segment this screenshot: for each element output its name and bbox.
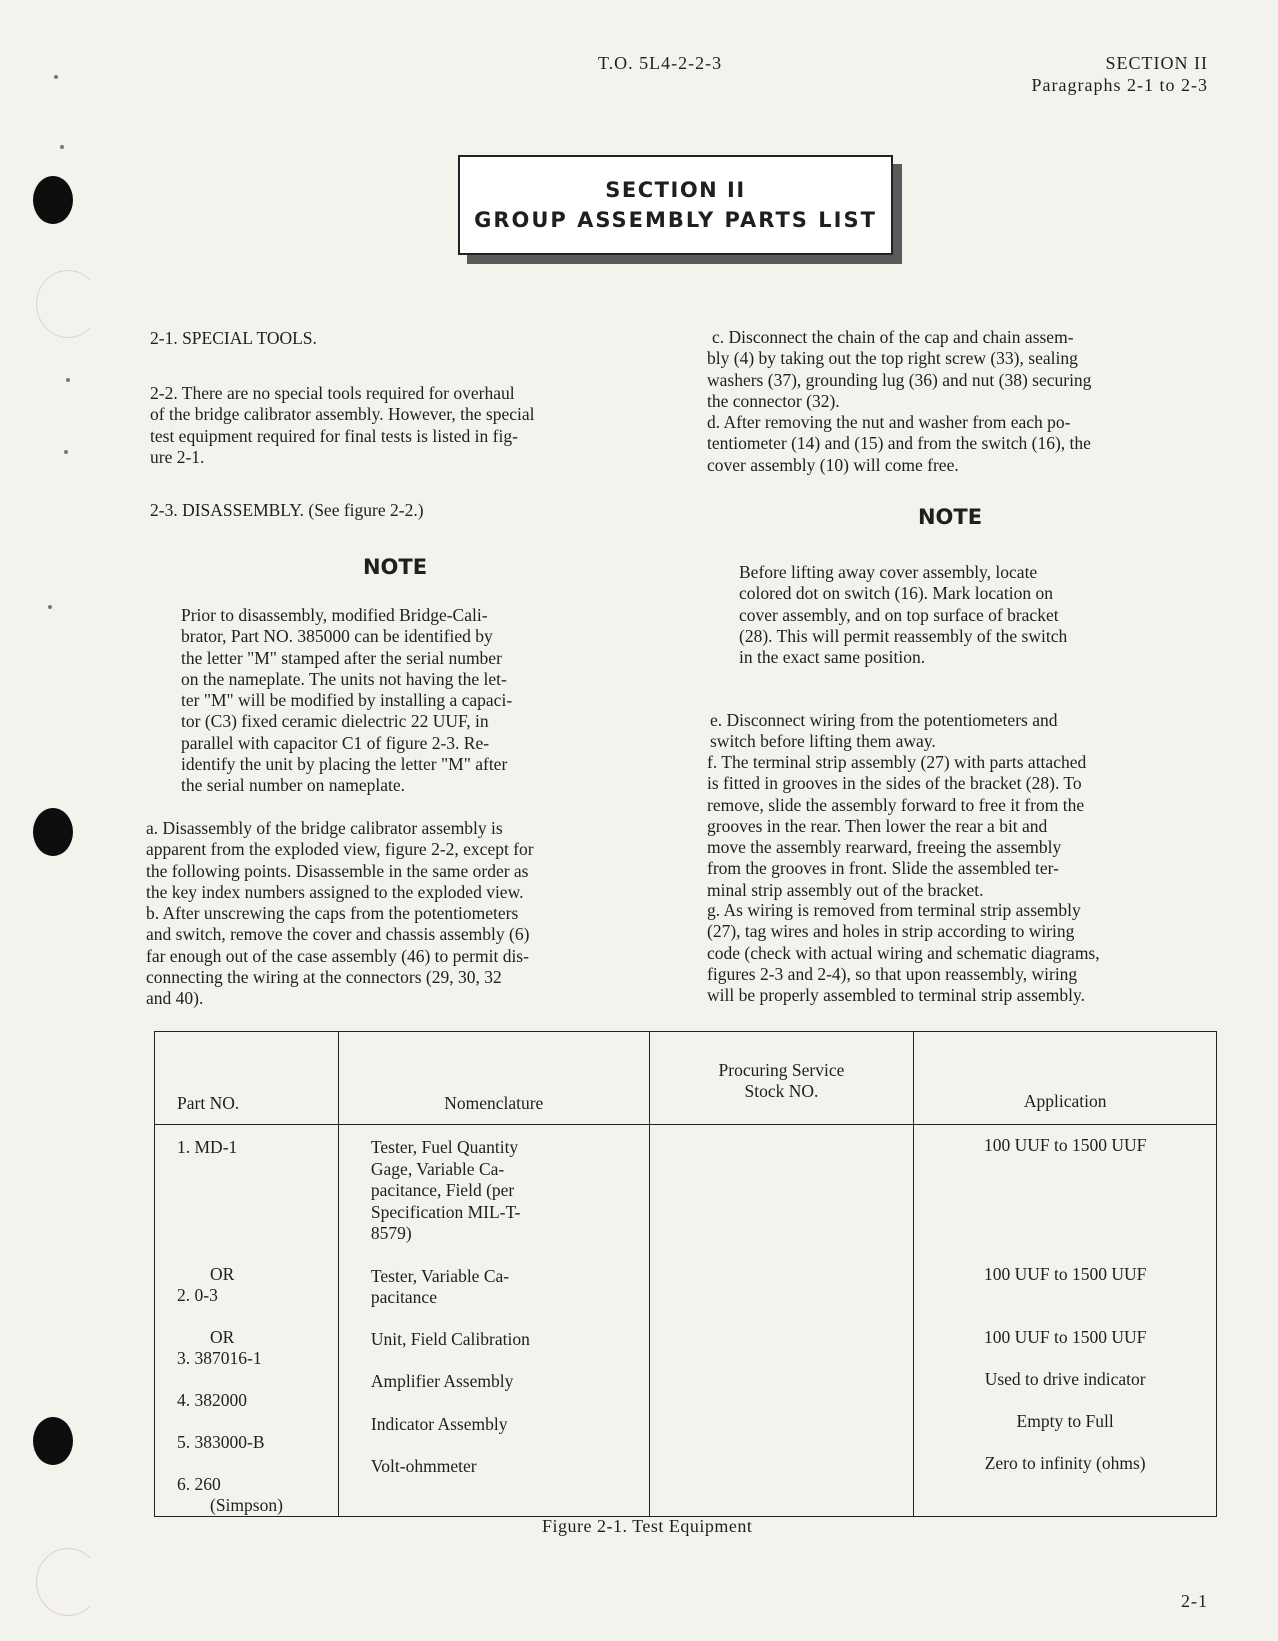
nomenclature: Gage, Variable Ca- [370, 1158, 505, 1179]
nomenclature: Unit, Field Calibration [370, 1328, 530, 1349]
figure-caption: Figure 2-1. Test Equipment [542, 1516, 753, 1536]
nomenclature: 8579) [370, 1223, 412, 1243]
text-line: tor (C3) fixed ceramic dielectric 22 UUF, in [181, 711, 489, 732]
text-line: the following points. Disassemble in the same order as [146, 860, 529, 881]
paragraph-e [710, 710, 1207, 753]
text-line: (28). This will permit reassembly of the switch [739, 625, 1068, 646]
document-number: T.O. 5L4-2-2-3 [598, 53, 723, 73]
note-heading-right: NOTE [917, 505, 983, 529]
paragraph-range: Paragraphs 2-1 to 2-3 [1031, 75, 1208, 95]
nomenclature: Specification MIL-T- [370, 1201, 521, 1222]
section-label: SECTION II [1105, 53, 1208, 73]
text-line: ter "M" will be modified by installing a capaci- [181, 690, 513, 711]
text-line: Prior to disassembly, modified Bridge-Cali- [181, 605, 488, 625]
text-line: f. The terminal strip assembly (27) with parts attached [707, 752, 1087, 772]
header-text: Procuring Service [718, 1060, 845, 1080]
punch-ring-bottom [36, 1548, 100, 1616]
application: Used to drive indicator [984, 1369, 1146, 1389]
margin-speck [54, 75, 58, 79]
text-line: figures 2-3 and 2-4), so that upon reassembly, wiring [707, 963, 1078, 984]
stock-number-column [649, 1125, 914, 1517]
margin-speck [48, 605, 52, 609]
nomenclature: Tester, Variable Ca- [370, 1265, 510, 1286]
application-column [914, 1125, 1217, 1517]
text-line: from the grooves in front. Slide the assembled ter- [707, 858, 1059, 879]
nomenclature: pacitance, Field (per [370, 1180, 515, 1200]
section-title-box [458, 155, 893, 255]
table-header-row [155, 1032, 1217, 1125]
text-line: in the exact same position. [739, 647, 926, 668]
or-label: OR [210, 1264, 235, 1284]
paragraph-f [707, 752, 1207, 901]
nomenclature: Indicator Assembly [370, 1413, 508, 1434]
part-number-column [155, 1125, 339, 1517]
paragraph-2-3: 2-3. DISASSEMBLY. (See figure 2-2.) [150, 500, 424, 520]
text-line: cover assembly (10) will come free. [707, 454, 959, 475]
text-line: Before lifting away cover assembly, locate [739, 562, 1038, 582]
paragraph-c [707, 327, 1204, 412]
text-line: g. As wiring is removed from terminal strip assembly [707, 900, 1081, 920]
nomenclature: pacitance [370, 1287, 437, 1307]
text-line: on the nameplate. The units not having the let- [181, 668, 507, 689]
paragraph-2-1: 2-1. SPECIAL TOOLS. [150, 328, 317, 348]
text-line: bly (4) by taking out the top right screw (33), sealing [707, 348, 1078, 369]
text-line: cover assembly, and on top surface of bracket [739, 604, 1059, 625]
text-line: parallel with capacitor C1 of figure 2-3. Re- [181, 732, 490, 753]
punch-hole-top [33, 176, 73, 224]
text-line: test equipment required for final tests is listed in fig- [150, 425, 518, 446]
punch-hole-bottom [33, 1417, 73, 1465]
header-text: Part NO. [177, 1093, 240, 1113]
paragraph-a [146, 818, 649, 903]
paragraph-b [146, 903, 649, 1009]
part-number: 5. 383000-B [177, 1432, 265, 1452]
nomenclature-column [338, 1125, 649, 1517]
text-line: and 40). [146, 988, 204, 1009]
text-line: the key index numbers assigned to the exploded view. [146, 881, 524, 902]
punch-ring-upper [36, 270, 100, 338]
text-line: will be properly assembled to terminal strip assembly. [707, 985, 1085, 1006]
punch-hole-middle [33, 808, 73, 856]
text-line: b. After unscrewing the caps from the potentiometers [146, 903, 519, 923]
section-subtitle: GROUP ASSEMBLY PARTS LIST [474, 208, 877, 232]
text-line: the letter "M" stamped after the serial number [181, 647, 502, 668]
text-line: c. Disconnect the chain of the cap and chain assem- [712, 327, 1074, 347]
text-line: identify the unit by placing the letter "M" after [181, 754, 508, 775]
part-number: 4. 382000 [177, 1390, 247, 1410]
header-text: Stock NO. [744, 1081, 819, 1101]
application: 100 UUF to 1500 UUF [983, 1327, 1147, 1347]
part-number: 1. MD-1 [177, 1137, 238, 1157]
table-body [155, 1125, 1217, 1517]
text-line: the connector (32). [707, 390, 840, 411]
text-line: of the bridge calibrator assembly. However, the special [150, 404, 535, 425]
text-line: colored dot on switch (16). Mark location on [739, 583, 1053, 604]
text-line: ure 2-1. [150, 446, 205, 467]
header-text: Application [1023, 1091, 1107, 1111]
note-left [181, 605, 614, 797]
text-line: switch before lifting them away. [710, 731, 936, 752]
application: 100 UUF to 1500 UUF [983, 1135, 1147, 1155]
text-line: remove, slide the assembly forward to free it from the [707, 794, 1085, 815]
paragraph-d [707, 412, 1204, 476]
part-number: 6. 260 [177, 1474, 221, 1494]
text-line: minal strip assembly out of the bracket. [707, 879, 984, 900]
margin-speck [60, 145, 64, 149]
note-right [739, 562, 1172, 668]
note-heading-left: NOTE [362, 555, 428, 579]
header-part-number [155, 1032, 339, 1125]
or-label: OR [210, 1327, 235, 1347]
text-line: is fitted in grooves in the sides of the bracket (28). To [707, 773, 1082, 794]
text-line: code (check with actual wiring and schematic diagrams, [707, 942, 1100, 963]
section-title: SECTION II [605, 178, 746, 202]
text-line: (27), tag wires and holes in strip according to wiring [707, 921, 1075, 942]
text-line: connecting the wiring at the connectors (29, 30, 32 [146, 966, 502, 987]
nomenclature: Volt-ohmmeter [370, 1456, 477, 1476]
test-equipment-table [154, 1031, 1217, 1517]
text-line: brator, Part NO. 385000 can be identified by [181, 626, 493, 647]
application: Empty to Full [1016, 1411, 1114, 1431]
text-line: tentiometer (14) and (15) and from the switch (16), the [707, 433, 1091, 454]
part-number: 3. 387016-1 [177, 1348, 262, 1368]
margin-speck [64, 450, 68, 454]
page-number: 2-1 [1181, 1591, 1208, 1611]
text-line: the serial number on nameplate. [181, 775, 406, 796]
text-line: grooves in the rear. Then lower the rear a bit and [707, 815, 1048, 836]
nomenclature: Tester, Fuel Quantity [370, 1137, 519, 1157]
part-number: 2. 0-3 [177, 1285, 218, 1305]
text-line: move the assembly rearward, freeing the assembly [707, 837, 1062, 858]
paragraph-2-2 [150, 383, 647, 468]
application: 100 UUF to 1500 UUF [983, 1264, 1147, 1284]
margin-speck [66, 378, 70, 382]
text-line: far enough out of the case assembly (46) to permit dis- [146, 945, 529, 966]
header-text: Nomenclature [444, 1093, 544, 1113]
part-number-line2: (Simpson) [210, 1495, 283, 1515]
text-line: 2-2. There are no special tools required for overhaul [150, 383, 515, 403]
paragraph-g [707, 900, 1207, 1006]
header-stock-number [649, 1032, 914, 1125]
text-line: washers (37), grounding lug (36) and nut (38) securing [707, 369, 1092, 390]
application: Zero to infinity (ohms) [984, 1453, 1146, 1473]
header-application [914, 1032, 1217, 1125]
text-line: a. Disassembly of the bridge calibrator assembly is [146, 818, 503, 838]
text-line: d. After removing the nut and washer from each po- [707, 412, 1071, 432]
header-nomenclature [338, 1032, 649, 1125]
text-line: apparent from the exploded view, figure 2-2, except for [146, 839, 534, 860]
text-line: and switch, remove the cover and chassis assembly (6) [146, 924, 530, 945]
text-line: e. Disconnect wiring from the potentiometers and [710, 710, 1058, 730]
nomenclature: Amplifier Assembly [370, 1371, 514, 1391]
